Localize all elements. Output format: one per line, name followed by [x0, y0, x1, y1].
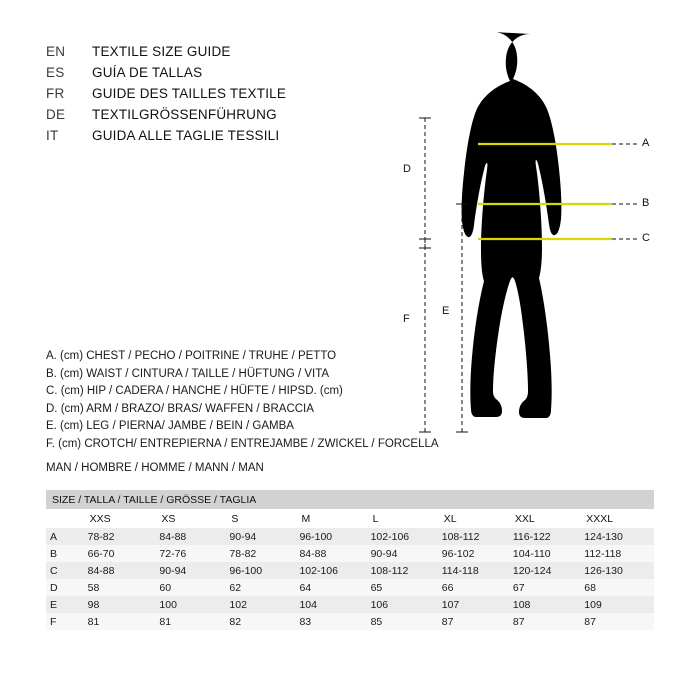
mark-label-a: A	[642, 137, 650, 149]
language-code: IT	[46, 128, 59, 143]
language-title: TEXTILGRÖSSENFÜHRUNG	[92, 107, 277, 122]
legend-item-e: E. (cm) LEG / PIERNA/ JAMBE / BEIN / GAMBA	[46, 420, 294, 432]
table-cell: 81	[84, 613, 156, 630]
table-cell: 81	[155, 613, 225, 630]
table-cell: 96-100	[295, 528, 366, 545]
table-cell: 107	[438, 596, 509, 613]
mark-label-e: E	[442, 305, 450, 317]
table-cell: 126-130	[580, 562, 654, 579]
language-row	[46, 107, 366, 128]
table-row	[46, 579, 654, 596]
table-cell: 78-82	[225, 545, 295, 562]
table-cell: 68	[580, 579, 654, 596]
table-row	[46, 613, 654, 630]
table-cell: 108	[509, 596, 580, 613]
column-header-xxs: XXS	[84, 509, 156, 528]
row-label: E	[46, 596, 84, 613]
mark-label-f: F	[403, 313, 410, 325]
language-code: FR	[46, 86, 65, 101]
table-cell: 84-88	[84, 562, 156, 579]
table-cell: 90-94	[225, 528, 295, 545]
legend-item-d: D. (cm) ARM / BRAZO/ BRAS/ WAFFEN / BRACCIA	[46, 402, 314, 415]
legend-item-b: B. (cm) WAIST / CINTURA / TAILLE / HÜFTUNG / VITA	[46, 367, 330, 380]
table-row	[46, 562, 654, 579]
row-label: A	[46, 528, 84, 545]
language-code: ES	[46, 65, 65, 80]
size-table-wrapper	[46, 490, 654, 630]
table-header-row	[46, 509, 654, 528]
table-cell: 90-94	[367, 545, 438, 562]
column-header-s: S	[225, 509, 295, 528]
table-cell: 106	[367, 596, 438, 613]
language-row	[46, 65, 366, 86]
table-cell: 72-76	[155, 545, 225, 562]
header-corner	[46, 509, 84, 528]
table-cell: 64	[295, 579, 366, 596]
language-title-block	[46, 44, 366, 149]
table-cell: 60	[155, 579, 225, 596]
table-caption-row	[46, 490, 654, 509]
table-cell: 87	[509, 613, 580, 630]
size-table	[46, 490, 654, 630]
table-cell: 102-106	[295, 562, 366, 579]
table-cell: 108-112	[367, 562, 438, 579]
table-cell: 66-70	[84, 545, 156, 562]
table-cell: 65	[367, 579, 438, 596]
legend-item-a: A. (cm) CHEST / PECHO / POITRINE / TRUHE / PETTO	[46, 350, 337, 362]
table-cell: 116-122	[509, 528, 580, 545]
row-label: B	[46, 545, 84, 562]
table-cell: 112-118	[580, 545, 654, 562]
column-header-xxxl: XXXL	[580, 509, 654, 528]
language-title: GUÍA DE TALLAS	[92, 65, 203, 80]
mark-label-c: C	[642, 232, 650, 244]
legend-item-f: F. (cm) CROTCH/ ENTREPIERNA / ENTREJAMBE / ZWICKEL / FORCELLA	[46, 437, 439, 450]
table-cell: 78-82	[84, 528, 156, 545]
table-cell: 87	[438, 613, 509, 630]
table-cell: 82	[225, 613, 295, 630]
language-title: TEXTILE SIZE GUIDE	[92, 44, 231, 59]
gender-label: MAN / HOMBRE / HOMME / MANN / MAN	[46, 462, 264, 474]
column-header-l: L	[367, 509, 438, 528]
language-row	[46, 44, 366, 65]
row-label: D	[46, 579, 84, 596]
table-cell: 84-88	[155, 528, 225, 545]
column-header-m: M	[295, 509, 366, 528]
table-cell: 87	[580, 613, 654, 630]
language-code: EN	[46, 44, 66, 59]
table-cell: 66	[438, 579, 509, 596]
table-cell: 84-88	[295, 545, 366, 562]
measurement-legend	[46, 348, 466, 453]
table-cell: 62	[225, 579, 295, 596]
table-cell: 96-102	[438, 545, 509, 562]
column-header-xxl: XXL	[509, 509, 580, 528]
man-silhouette-icon	[462, 32, 562, 418]
mark-label-b: B	[642, 197, 650, 209]
language-row	[46, 128, 366, 149]
table-cell: 96-100	[225, 562, 295, 579]
table-cell: 124-130	[580, 528, 654, 545]
table-cell: 109	[580, 596, 654, 613]
table-cell: 58	[84, 579, 156, 596]
table-cell: 102	[225, 596, 295, 613]
table-cell: 120-124	[509, 562, 580, 579]
language-code: DE	[46, 107, 66, 122]
table-cell: 90-94	[155, 562, 225, 579]
table-cell: 114-118	[438, 562, 509, 579]
table-cell: 104	[295, 596, 366, 613]
table-cell: 104-110	[509, 545, 580, 562]
table-cell: 85	[367, 613, 438, 630]
table-row	[46, 596, 654, 613]
table-cell: 100	[155, 596, 225, 613]
column-header-xs: XS	[155, 509, 225, 528]
language-row	[46, 86, 366, 107]
table-cell: 83	[295, 613, 366, 630]
table-row	[46, 528, 654, 545]
table-cell: 108-112	[438, 528, 509, 545]
row-label: C	[46, 562, 84, 579]
table-caption: SIZE / TALLA / TAILLE / GRÖSSE / TAGLIA	[46, 490, 654, 509]
mark-label-d: D	[403, 163, 411, 175]
table-cell: 67	[509, 579, 580, 596]
column-header-xl: XL	[438, 509, 509, 528]
language-title: GUIDA ALLE TAGLIE TESSILI	[92, 128, 280, 143]
table-cell: 98	[84, 596, 156, 613]
table-row	[46, 545, 654, 562]
table-cell: 102-106	[367, 528, 438, 545]
language-title: GUIDE DES TAILLES TEXTILE	[92, 86, 287, 101]
legend-item-c: C. (cm) HIP / CADERA / HANCHE / HÜFTE / HIPSD. (cm)	[46, 385, 343, 397]
row-label: F	[46, 613, 84, 630]
